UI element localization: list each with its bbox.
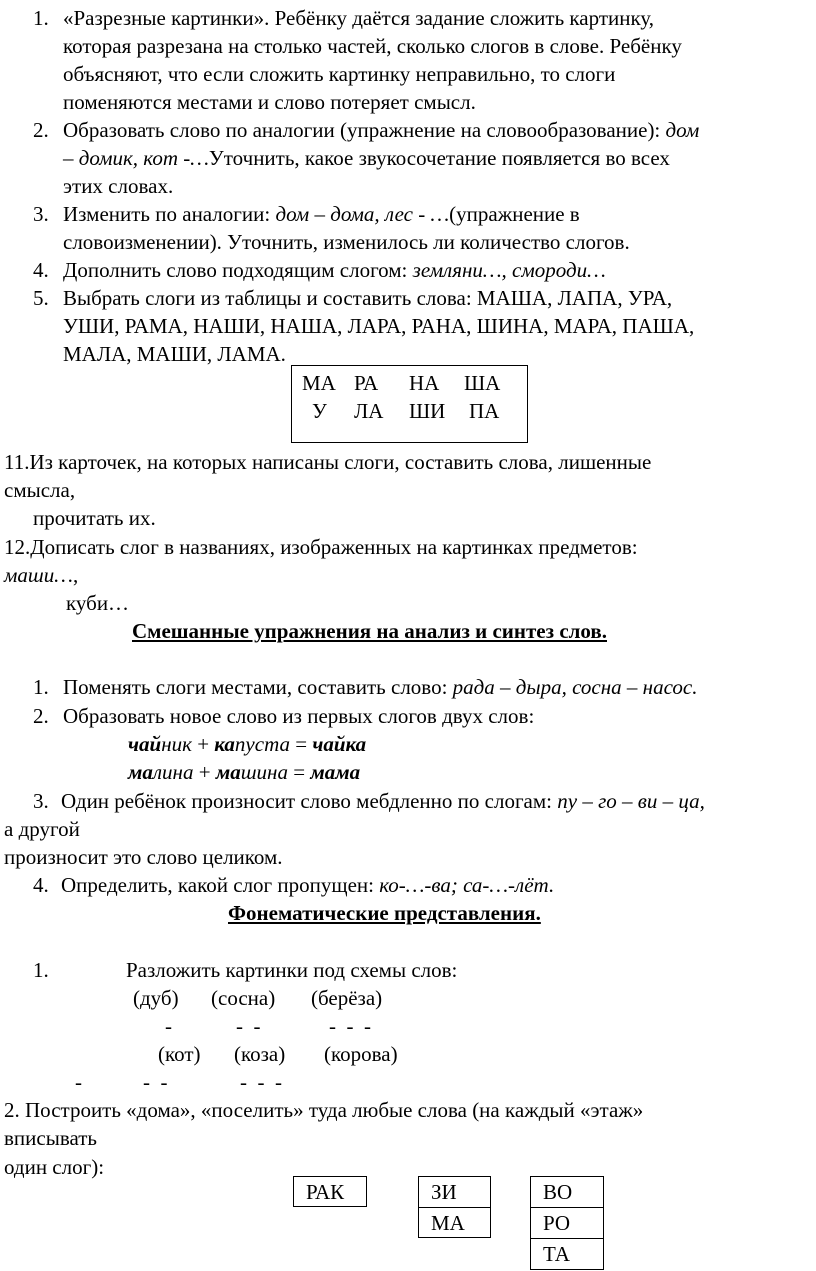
syllable-cell: ЛА [354,399,384,423]
list-number: 3. [33,789,49,813]
text-line: Поменять слоги местами, составить слово: рада – дыра, сосна – насос. [63,675,698,699]
house-floor: МА [418,1207,491,1238]
syllable-table [291,365,528,443]
text-line: Образовать новое слово из первых слогов двух слов: [63,704,535,728]
house-floor: ЗИ [418,1176,491,1208]
text-line: Определить, какой слог пропущен: ко-…-ва; са-…-лёт. [61,873,555,897]
word-scheme: (коза) [234,1042,286,1066]
list-number: 4. [33,258,49,282]
syllable-scheme: - - - [240,1070,282,1094]
word-formula: чайник + капуста = чайка [128,732,367,756]
word-scheme: (берёза) [311,986,383,1010]
list-number: 1. [33,675,49,699]
syllable-row [292,397,527,425]
item-12-line: куби… [66,591,130,615]
text-line: Выбрать слоги из таблицы и составить слова: МАША, ЛАПА, УРА, [63,286,673,310]
word-scheme: (сосна) [211,986,276,1010]
text-line: объясняют, что если сложить картинку неправильно, то слоги [63,62,616,86]
syllable-cell: ПА [469,399,500,423]
syllable-scheme: - [75,1070,82,1094]
list-number: 3. [33,202,49,226]
list-number: 2. [33,704,49,728]
list-number: 1. [33,6,49,30]
item-11-line: смысла, [4,478,76,502]
list-number: 1. [33,958,49,982]
syllable-cell: ШИ [409,399,446,423]
syllable-row [292,369,527,397]
item-11-line: прочитать их. [33,506,156,530]
syllable-scheme: - - - [329,1014,371,1038]
syllable-scheme: - [165,1014,172,1038]
text-line: вписывать [4,1126,97,1150]
list-number: 4. [33,873,49,897]
text-line: а другой [4,817,80,841]
list-number: 2. [33,118,49,142]
text-line: 2. Построить «дома», «поселить» туда любые слова (на каждый «этаж» [4,1098,644,1122]
syllable-cell: У [312,399,327,423]
text-line: этих словах. [63,174,174,198]
text-line: Дополнить слово подходящим слогом: земляни…, смороди… [63,258,606,282]
text-line: МАЛА, МАШИ, ЛАМА. [63,342,286,366]
house-floor: ВО [530,1176,604,1208]
text-line: – домик, кот -…Уточнить, какое звукосочетание появляется во всех [63,146,670,170]
word-scheme: (корова) [324,1042,398,1066]
text-line: Разложить картинки под схемы слов: [126,958,458,982]
item-12-line: 12.Дописать слог в названиях, изображенных на картинках предметов: [4,535,638,559]
text-line: словоизменении). Уточнить, изменилось ли количество слогов. [63,230,630,254]
house-floor: РАК [293,1176,367,1207]
list-number: 5. [33,286,49,310]
syllable-scheme: - - [236,1014,261,1038]
syllable-cell: ША [464,371,501,395]
item-11-line: 11.Из карточек, на которых написаны слоги, составить слова, лишенные [4,450,652,474]
house-floor: ТА [530,1238,604,1270]
word-formula: малина + машина = мама [128,760,361,784]
text-line: произносит это слово целиком. [4,845,283,869]
word-scheme: (дуб) [133,986,179,1010]
word-scheme: (кот) [158,1042,201,1066]
section-heading: Смешанные упражнения на анализ и синтез слов. [132,619,607,643]
text-line: УШИ, РАМА, НАШИ, НАША, ЛАРА, РАНА, ШИНА, МАРА, ПАША, [63,314,695,338]
text-line: Изменить по аналогии: дом – дома, лес - …(упражнение в [63,202,580,226]
house-floor: РО [530,1207,604,1239]
section-heading: Фонематические представления. [228,901,541,925]
text-line: Один ребёнок произносит слово мебдленно по слогам: пу – го – ви – ца, [61,789,705,813]
text-line: Образовать слово по аналогии (упражнение на словообразование): дом [63,118,700,142]
text-line: которая разрезана на столько частей, сколько слогов в слове. Ребёнку [63,34,682,58]
item-12-line: маши…, [4,563,79,587]
syllable-cell: НА [409,371,440,395]
text-line: поменяются местами и слово потеряет смысл. [63,90,476,114]
text-line: один слог): [4,1155,105,1179]
syllable-scheme: - - [143,1070,168,1094]
syllable-cell: РА [354,371,379,395]
syllable-cell: МА [302,371,336,395]
text-line: «Разрезные картинки». Ребёнку даётся задание сложить картинку, [63,6,655,30]
